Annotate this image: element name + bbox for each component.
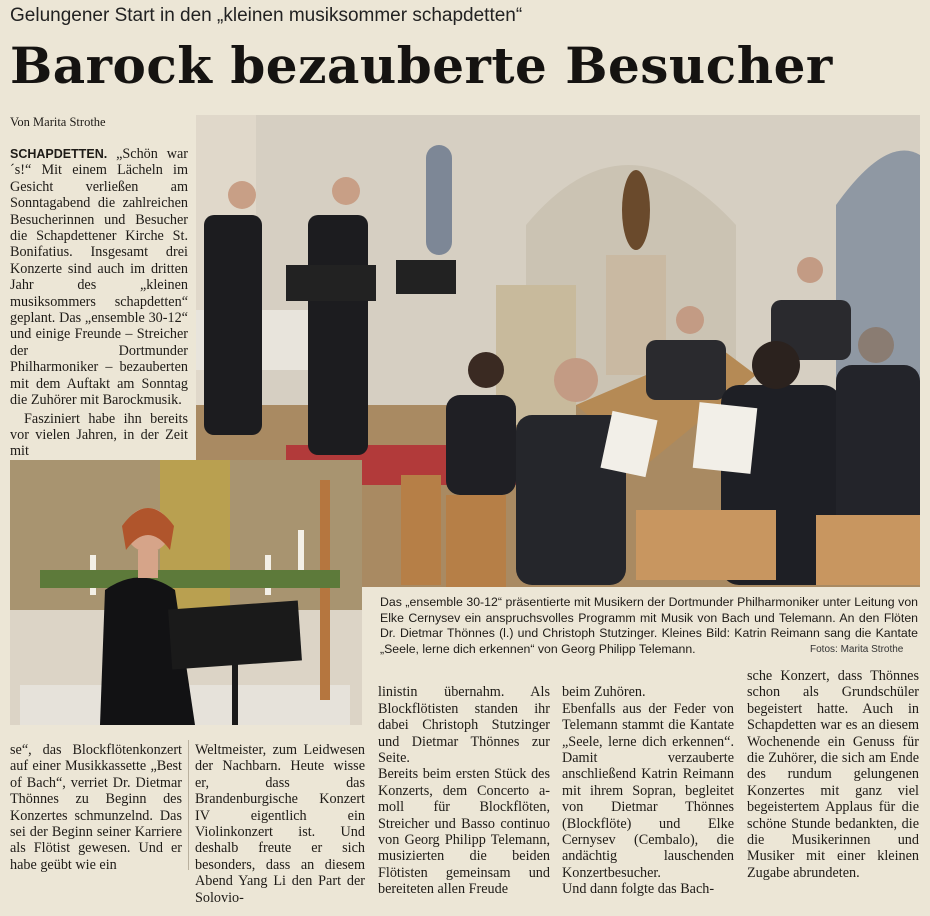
dateline: SCHAPDETTEN.	[10, 147, 108, 161]
photo-credit: Fotos: Marita Strothe	[810, 644, 904, 655]
article-column-intro	[10, 146, 188, 495]
article-column-3	[378, 668, 550, 916]
column-text: se“, das Blockflötenkonzert auf einer Musikkassette „Best of Bach“, verriet Dr. Dietmar Thönnes zu Beginn des Konzertes schmunzelnd. Das sei der Beginn seiner Karriere als Flötist gewesen. Und er habe geübt wie ein	[10, 742, 182, 873]
article-column-2	[195, 742, 365, 908]
column-text: linistin übernahm. Als Blockflötisten standen ihr dabei Christoph Stutzinger und Dietmar Thönnes zur Seite. Bereits beim ersten Stück des Konzerts, dem Concerto a-moll für Blockflöten, Streicher und Basso continuo von Georg Philipp Telemann, musizierten die beiden Flötisten gemeinsam und bereiteten allen Freude	[378, 684, 550, 898]
byline: Von Marita Strothe	[10, 115, 106, 129]
intro-paragraph-2: Fasziniert habe ihn bereits vor vielen Jahren, in der Zeit mit	[10, 410, 188, 460]
article-column-4	[562, 668, 734, 916]
column-text: Weltmeister, zum Leidwesen der Nachbarn. Heute wisse er, dass das Brandenburgische Konzert IV eigentlich ein Violinkonzert ist. Und deshalb freute er sich besonders, dass an diesem Abend Yang Li den Part der Solovio-	[195, 742, 365, 906]
photo-caption: Das „ensemble 30-12“ präsentierte mit Musikern der Dortmunder Philharmoniker unter Leitung von Elke Cernysev ein anspruchsvolles Programm mit Musik von Bach und Telemann. An den Flöten Dr. Dietmar Thönnes (l.) und Christoph Stutzinger. Kleines Bild: Katrin Reimann sang die Kantate „Seele, lerne dich erkennen“ von Georg Philipp Telemann.	[380, 595, 918, 656]
singer-photo	[10, 460, 362, 725]
article-column-1	[10, 742, 182, 875]
column-divider	[188, 740, 189, 870]
headline: Barock bezauberte Besucher	[10, 36, 833, 95]
intro-paragraph: „Schön war´s!“ Mit einem Lächeln im Gesicht verließen am Sonntagabend die zahlreichen Besucherinnen und Besucher die Schapdettener Kirche St. Bonifatius. Insgesamt drei Konzerte sind auch im dritten Jahr des „kleinen musiksommers schapdetten“ geplant. Das „ensemble 30-12“ und einige Freunde – Streicher der Dortmunder Philharmoniker – bezauberten mit dem Auftakt am Sonntag die Zuhörer mit Barockmusik.	[10, 146, 188, 409]
article-column-5	[747, 668, 919, 883]
kicker: Gelungener Start in den „kleinen musiksommer schapdetten“	[10, 5, 523, 26]
column-text: sche Konzert, dass Thönnes schon als Grundschüler begeistert hatte. Auch in Schapdetten war es an diesem Wochenende ein Genuss für die Zuhörer, die sich am Ende des rundum gelungenen Konzertes mit ganz viel begeistertem Applaus für die schöne Stunde bedankten, die die Musikerinnen und Musiker mit einer kleinen Zugabe abrundeten.	[747, 668, 919, 881]
column-text: beim Zuhören. Ebenfalls aus der Feder von Telemann stammt die Kantate „Seele, lerne dich erkennen“. Damit verzauberte anschließend Katrin Reimann mit ihrem Sopran, begleitet von Dietmar Thönnes (Blockflöte) und Elke Cernysev (Cembalo), die andächtig lauschenden Konzertbesucher. Und dann folgte das Bach-	[562, 684, 734, 898]
singer-illustration	[10, 460, 362, 725]
